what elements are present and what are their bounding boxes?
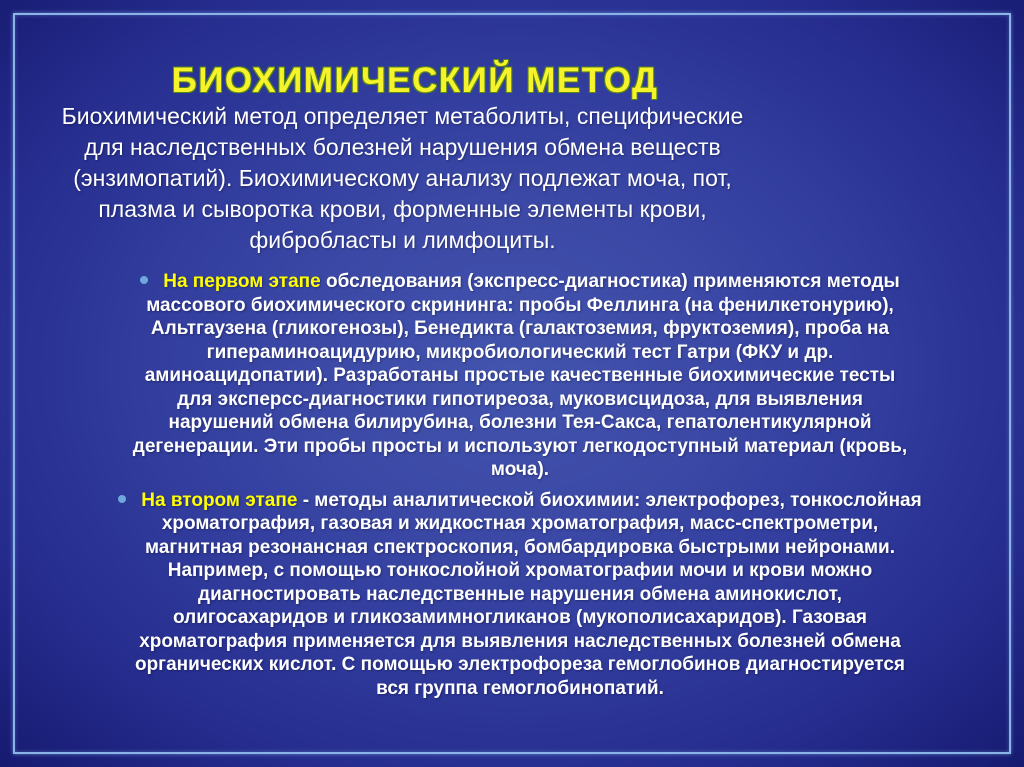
intro-line: фибробласты и лимфоциты. bbox=[249, 227, 556, 253]
bullet-text-line: гипераминоацидурию, микробиологический тест Гатри (ФКУ и др. bbox=[206, 341, 834, 363]
bullet-text-line: дегенерации. Эти пробы просты и используют легкодоступный материал (кровь, bbox=[132, 435, 908, 457]
bullet-text-line: массового биохимического скрининга: пробы Феллинга (на фенилкетонурию), bbox=[146, 294, 894, 316]
bullet-text-line: органических кислот. С помощью электрофореза гемоглобинов диагностируется bbox=[134, 654, 906, 675]
intro-line: (энзимопатий). Биохимическому анализу подлежат моча, пот, bbox=[73, 165, 732, 191]
bullet-text: обследования (экспресс-диагностика) применяются методы bbox=[320, 271, 900, 292]
bullet-text-line: для эксперсс-диагностики гипотиреоза, муковисцидоза, для выявления bbox=[177, 388, 863, 410]
intro-paragraph bbox=[30, 101, 775, 256]
bullet-first-line bbox=[55, 489, 985, 513]
bullet-text-line: Альтгаузена (гликогенозы), Бенедикта (галактоземия, фруктоземия), проба на bbox=[150, 318, 890, 339]
bullet-icon bbox=[140, 276, 148, 284]
bullet-lead-text: На первом этапе bbox=[163, 271, 321, 292]
bullet-text-line: олигосахаридов и гликозамимногликанов (мукополисахаридов). Газовая bbox=[173, 607, 867, 628]
bullet-text-line: хроматография, газовая и жидкостная хроматография, масс-спектрометри, bbox=[161, 513, 879, 534]
intro-line: для наследственных болезней нарушения обмена веществ bbox=[84, 134, 721, 160]
page-title: БИОХИМИЧЕСКИЙ МЕТОД bbox=[171, 61, 659, 101]
bullet-list bbox=[55, 270, 985, 707]
intro-line: плазма и сыворотка крови, форменные элементы крови, bbox=[98, 196, 707, 222]
bullet-first-line bbox=[55, 270, 985, 294]
bullet-text-line: магнитная резонансная спектроскопия, бомбардировка быстрыми нейронами. bbox=[144, 536, 895, 558]
bullet-item-first-stage bbox=[55, 270, 985, 482]
bullet-text-line: нарушений обмена билирубина, болезни Тея-Сакса, гепатолентикулярной bbox=[168, 412, 872, 433]
intro-line: Биохимический метод определяет метаболиты, специфические bbox=[61, 103, 744, 129]
bullet-text-line: хроматография применяется для выявления наследственных болезней обмена bbox=[139, 630, 901, 652]
bullet-text-line: диагностировать наследственные нарушения обмена аминокислот, bbox=[198, 583, 842, 605]
bullet-text-line: аминоацидопатии). Разработаны простые качественные биохимические тесты bbox=[144, 365, 896, 386]
bullet-lead-text: На втором этапе bbox=[141, 489, 298, 511]
bullet-text-line: вся группа гемоглобинопатий. bbox=[376, 677, 664, 699]
bullet-icon bbox=[118, 495, 126, 503]
bullet-text: - методы аналитической биохимии: электрофорез, тонкослойная bbox=[297, 489, 922, 511]
bullet-item-second-stage bbox=[55, 489, 985, 701]
bullet-text-line: Например, с помощью тонкослойной хроматографии мочи и крови можно bbox=[167, 560, 873, 581]
bullet-text-line: моча). bbox=[490, 459, 550, 480]
